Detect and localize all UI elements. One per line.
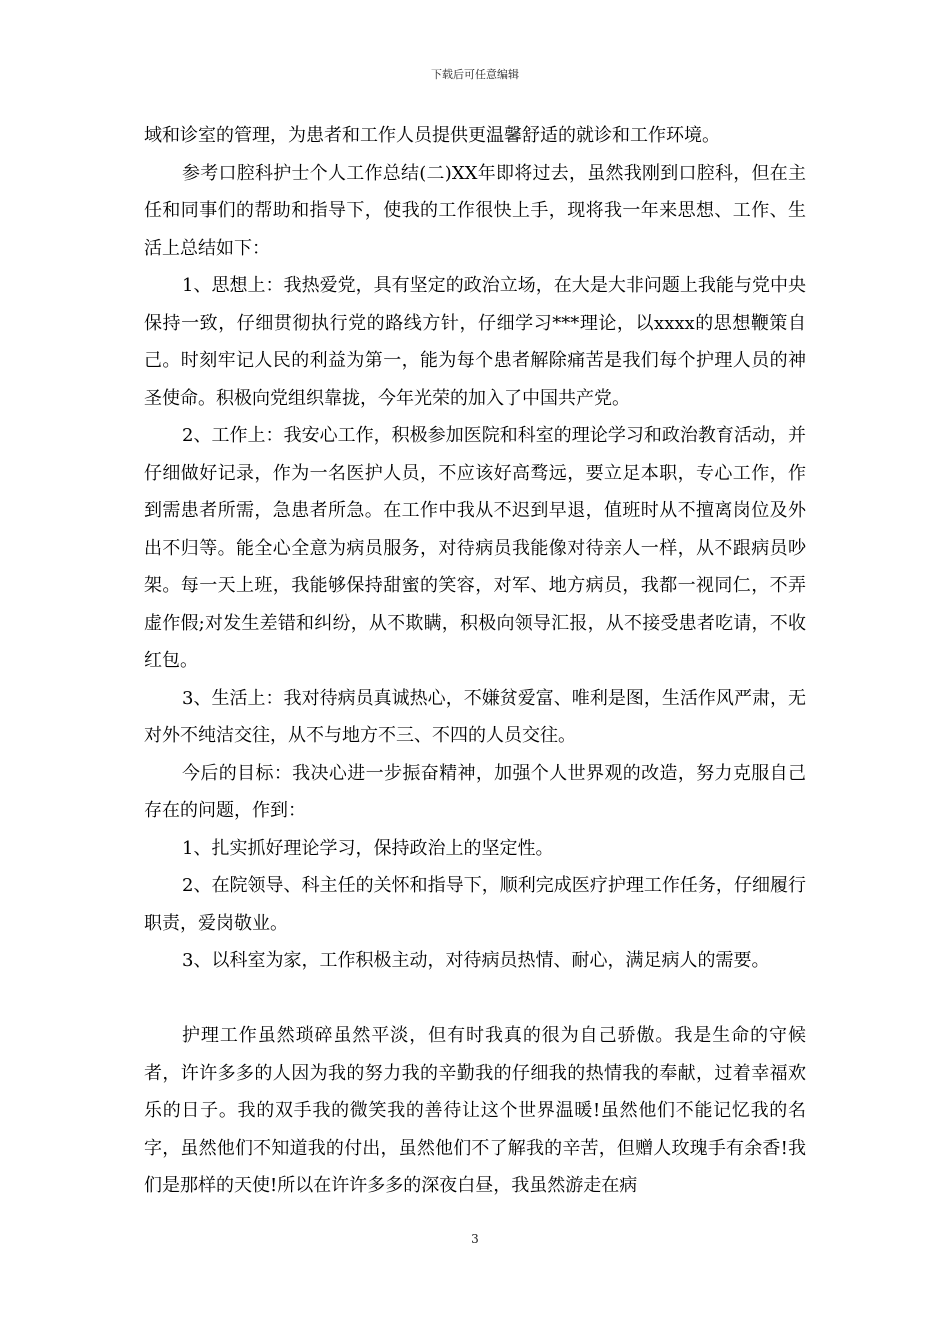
paragraph-life: 3、生活上：我对待病员真诚热心，不嫌贫爱富、唯利是图，生活作风严肃，无对外不纯洁交往，从不与地方不三、不四的人员交往。 bbox=[144, 687, 806, 746]
paragraph-intro: 参考口腔科护士个人工作总结(二)XX年即将过去，虽然我刚到口腔科，但在主任和同事们的帮助和指导下，使我的工作很快上手，现将我一年来思想、工作、生活上总结如下： bbox=[144, 162, 806, 259]
page-number: 3 bbox=[471, 1232, 479, 1246]
page-header: 下载后可任意编辑 bbox=[431, 68, 519, 81]
paragraph-work: 2、工作上：我安心工作，积极参加医院和科室的理论学习和政治教育活动，并仔细做好记录，作为一名医护人员，不应该好高骛远，要立足本职，专心工作，作到需患者所需，急患者所急。在工作中我从不迟到早退，值班时从不擅离岗位及外出不归等。能全心全意为病员服务，对待病员我能像对待亲人一样，从不跟病员吵架。每一天上班，我能够保持甜蜜的笑容，对军、地方病员，我都一视同仁，不弄虚作假;对发生差错和纠纷，从不欺瞒，积极向领导汇报，从不接受患者吃请，不收红包。 bbox=[144, 425, 806, 671]
paragraph-continuation: 域和诊室的管理，为患者和工作人员提供更温馨舒适的就诊和工作环境。 bbox=[144, 125, 720, 146]
paragraph-ideology: 1、思想上：我热爱党，具有坚定的政治立场，在大是大非问题上我能与党中央保持一致，仔细贯彻执行党的路线方针，仔细学习***理论，以xxxx的思想鞭策自己。时刻牢记人民的利益为第一，能为每个患者解除痛苦是我们每个护理人员的神圣使命。积极向党组织靠拢，今年光荣的加入了中国共产党。 bbox=[144, 275, 806, 409]
paragraph-spacer bbox=[144, 980, 806, 1018]
goal-item-1: 1、扎实抓好理论学习，保持政治上的坚定性。 bbox=[182, 837, 554, 859]
document-body bbox=[144, 117, 806, 1205]
goal-item-2: 2、在院领导、科主任的关怀和指导下，顺利完成医疗护理工作任务，仔细履行职责，爱岗敬业。 bbox=[144, 875, 806, 934]
paragraph-goals: 今后的目标：我决心进一步振奋精神，加强个人世界观的改造，努力克服自己存在的问题，作到： bbox=[144, 762, 806, 821]
paragraph-reflection: 护理工作虽然琐碎虽然平淡，但有时我真的很为自己骄傲。我是生命的守候者，许许多多的人因为我的努力我的辛勤我的仔细我的热情我的奉献，过着幸福欢乐的日子。我的双手我的微笑我的善待让这个世界温暖!虽然他们不能记忆我的名字，虽然他们不知道我的付出，虽然他们不了解我的辛苦，但赠人玫瑰手有余香!我们是那样的天使!所以在许许多多的深夜白昼，我虽然游走在病 bbox=[144, 1025, 806, 1196]
goal-item-3: 3、以科室为家，工作积极主动，对待病员热情、耐心，满足病人的需要。 bbox=[182, 950, 770, 971]
